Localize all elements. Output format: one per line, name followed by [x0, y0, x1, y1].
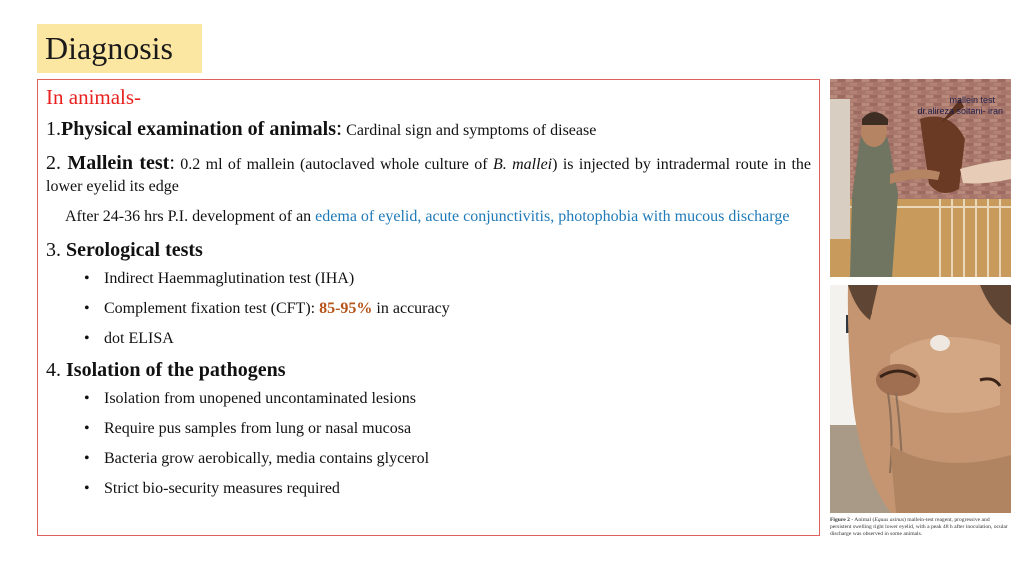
subtitle-in-animals: In animals-: [46, 85, 142, 109]
serological-list: [46, 269, 811, 349]
isolation-list: [46, 389, 811, 499]
content-box: [37, 79, 820, 536]
list-item: • Require pus samples from lung or nasal mucosa: [84, 420, 412, 437]
figure-caption: Figure 2 - Animal (Equus asinus) mallein-test reagent, progressive and persistent swelling right lower eyelid, with a peak 48 h after inoculation, ocular discharge was observed in some animals.: [830, 517, 1008, 537]
list-item: • Complement fixation test (CFT): 85-95% in accuracy: [84, 300, 450, 317]
mallein-after-line: [46, 207, 811, 227]
isolation-line: 4. Isolation of the pathogens: [46, 359, 286, 381]
donkey-eyelid-photo: [830, 285, 1011, 513]
isolation-heading: Isolation of the pathogens: [66, 359, 286, 381]
physical-exam-num: 1.: [46, 118, 61, 140]
mallein-symptoms-highlight: edema of eyelid, acute conjunctivitis, photophobia with mucous discharge: [315, 208, 790, 225]
photo-label: mallein test dr.alireza soltani- iran: [917, 95, 1003, 116]
list-item: • Bacteria grow aerobically, media contains glycerol: [84, 450, 430, 467]
mallein-organism: B. mallei: [492, 156, 553, 173]
physical-exam-line: 1.Physical examination of animals: Cardinal sign and symptoms of disease: [46, 115, 597, 140]
mallein-test-heading: Mallein test: [67, 152, 170, 174]
list-item: • Isolation from unopened uncontaminated lesions: [84, 390, 416, 407]
serological-tests-heading: Serological tests: [66, 239, 203, 261]
mallein-test-line: 2. Mallein test: 0.2 ml of mallein (autoclaved whole culture of B. mallei) is injected by intradermal route in the lower eyelid its edge: [46, 152, 812, 195]
list-item: • Indirect Haemmaglutination test (IHA): [84, 270, 355, 287]
mallein-after-text: After 24-36 hrs P.I. development of an: [65, 208, 316, 225]
mallein-text-b: ) is injected by intradermal route in the lower eyelid its edge: [46, 156, 812, 195]
slide-title: Diagnosis: [37, 24, 202, 73]
mallein-text-a: 0.2 ml of mallein (autoclaved whole culture of: [174, 156, 493, 173]
list-item: • Strict bio-security measures required: [84, 480, 340, 497]
physical-exam-heading: Physical examination of animals: [61, 118, 337, 140]
physical-exam-text: Cardinal sign and symptoms of disease: [342, 122, 597, 139]
list-item: • dot ELISA: [84, 330, 174, 347]
mallein-test-photo: [830, 79, 1011, 277]
serological-tests-line: 3. Serological tests: [46, 239, 203, 261]
cft-accuracy-value: 85-95%: [319, 300, 373, 317]
